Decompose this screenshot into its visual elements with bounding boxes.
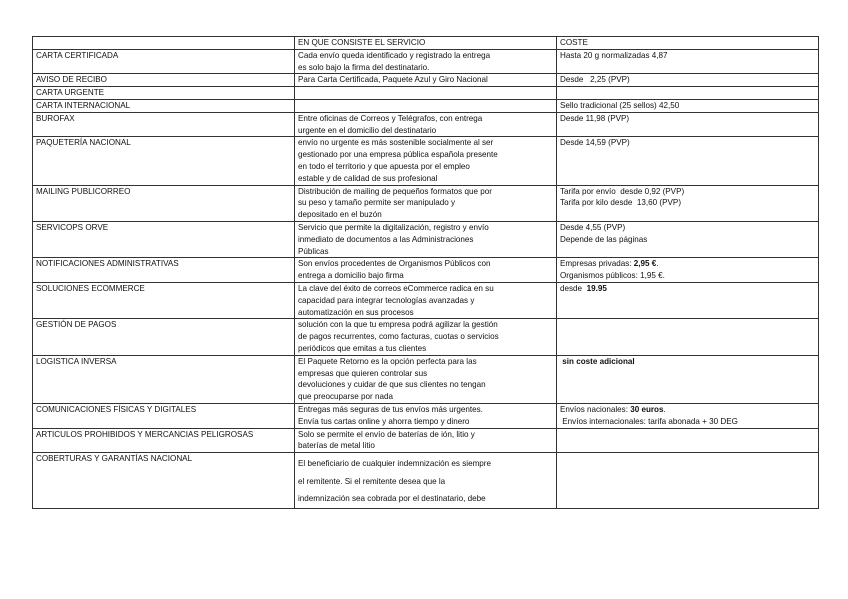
service-description-cell bbox=[295, 282, 557, 318]
cost-line bbox=[560, 416, 815, 428]
table-row bbox=[33, 428, 819, 453]
cost-line: Sello tradicional (25 sellos) 42,50 bbox=[560, 100, 680, 110]
cost-line: Desde 2,25 (PVP) bbox=[560, 75, 630, 85]
description-line: automatización en sus procesos bbox=[298, 307, 414, 317]
description-line: indemnización sea cobrada por el destinatario, debe bbox=[298, 494, 486, 504]
table-row bbox=[33, 221, 819, 257]
service-description-cell bbox=[295, 403, 557, 428]
table-row bbox=[33, 99, 819, 112]
cost-line bbox=[560, 356, 815, 368]
service-description-cell bbox=[295, 137, 557, 185]
table-row bbox=[33, 87, 819, 100]
description-line: Para Carta Certificada, Paquete Azul y Giro Nacional bbox=[298, 75, 488, 85]
service-cost-cell bbox=[557, 87, 819, 100]
service-description-cell bbox=[295, 185, 557, 221]
service-cost-cell bbox=[557, 319, 819, 355]
service-cost-cell bbox=[557, 74, 819, 87]
service-cost-cell bbox=[557, 112, 819, 137]
description-line: urgente en el domicilio del destinatario bbox=[298, 125, 437, 135]
services-table bbox=[32, 36, 819, 509]
description-line: Entregas más seguras de tus envíos más urgentes. bbox=[298, 404, 483, 414]
cost-line: Desde 4,55 (PVP) bbox=[560, 222, 626, 232]
description-line: inmediato de documentos a las Administraciones bbox=[298, 234, 474, 244]
service-name-cell: CARTA INTERNACIONAL bbox=[33, 99, 295, 112]
cost-text: desde bbox=[560, 283, 587, 293]
cost-line bbox=[560, 270, 815, 282]
table-row bbox=[33, 355, 819, 403]
service-cost-cell bbox=[557, 403, 819, 428]
table-row bbox=[33, 282, 819, 318]
service-description-cell bbox=[295, 112, 557, 137]
table-row bbox=[33, 74, 819, 87]
service-name-cell: BUROFAX bbox=[33, 112, 295, 137]
description-line: capacidad para integrar tecnologías avanzadas y bbox=[298, 295, 475, 305]
service-name-cell: GESTIÓN DE PAGOS bbox=[33, 319, 295, 355]
header-cell-cost: COSTE bbox=[557, 37, 819, 50]
cost-line: Depende de las páginas bbox=[560, 234, 648, 244]
cost-line: Hasta 20 g normalizadas 4,87 bbox=[560, 50, 668, 60]
service-description-cell bbox=[295, 99, 557, 112]
description-line: estable y de calidad de sus profesional bbox=[298, 173, 438, 183]
description-line: que preocuparse por nada bbox=[298, 392, 393, 402]
service-name-cell: MAILING PUBLICORREO bbox=[33, 185, 295, 221]
cost-line bbox=[560, 283, 815, 295]
description-line: en todo el territorio y que apuesta por el empleo bbox=[298, 161, 470, 171]
cost-line: Desde 11,98 (PVP) bbox=[560, 113, 630, 123]
cost-text: Envíos internacionales: tarifa abonada + 30 DEG bbox=[560, 416, 738, 426]
service-cost-cell bbox=[557, 355, 819, 403]
description-line: empresas que quieren controlar sus bbox=[298, 368, 428, 378]
service-cost-cell bbox=[557, 453, 819, 509]
header-row bbox=[33, 37, 819, 50]
service-name-cell: SERVICOPS ORVE bbox=[33, 221, 295, 257]
service-cost-cell bbox=[557, 99, 819, 112]
cost-amount: 19.95 bbox=[586, 283, 607, 293]
description-line: El beneficiario de cualquier indemnización es siempre bbox=[298, 459, 492, 469]
cost-amount: sin coste adicional bbox=[562, 356, 635, 366]
description-line: depositado en el buzón bbox=[298, 210, 382, 220]
service-name-cell: CARTA CERTIFICADA bbox=[33, 49, 295, 74]
service-name-cell: AVISO DE RECIBO bbox=[33, 74, 295, 87]
description-line: Servicio que permite la digitalización, registro y envío bbox=[298, 222, 489, 232]
description-line: Envía tus cartas online y ahorra tiempo y dinero bbox=[298, 416, 470, 426]
table-row bbox=[33, 258, 819, 283]
description-line: La clave del éxito de correos eCommerce radica en su bbox=[298, 283, 494, 293]
cost-line bbox=[560, 404, 815, 416]
table-row bbox=[33, 137, 819, 185]
service-description-cell bbox=[295, 258, 557, 283]
service-name-cell: ARTICULOS PROHIBIDOS Y MERCANCIAS PELIGROSAS bbox=[33, 428, 295, 453]
description-line: Públicas bbox=[298, 246, 329, 256]
description-line: Entre oficinas de Correos y Telégrafos, con entrega bbox=[298, 113, 483, 123]
cost-amount: 2,95 € bbox=[633, 259, 657, 269]
description-line: entrega a domicilio bajo firma bbox=[298, 271, 404, 281]
service-cost-cell bbox=[557, 185, 819, 221]
service-description-cell bbox=[295, 87, 557, 100]
description-line: devoluciones y cuidar de que sus clientes no tengan bbox=[298, 380, 486, 390]
cost-line: Desde 14,59 (PVP) bbox=[560, 138, 630, 148]
service-description-cell bbox=[295, 428, 557, 453]
description-line: gestionado por una empresa pública española presente bbox=[298, 150, 498, 160]
service-cost-cell bbox=[557, 49, 819, 74]
cost-line: Tarifa por kilo desde 13,60 (PVP) bbox=[560, 198, 682, 208]
cost-text: Organismos públicos: 1,95 €. bbox=[560, 271, 665, 281]
description-line: solución con la que tu empresa podrá agilizar la gestión bbox=[298, 320, 498, 330]
service-description-cell bbox=[295, 221, 557, 257]
cost-amount: 30 euros bbox=[630, 404, 664, 414]
description-line: de pagos recurrentes, como facturas, cuotas o servicios bbox=[298, 332, 499, 342]
description-line: su peso y tamaño permite ser manipulado y bbox=[298, 198, 456, 208]
description-line: Son envíos procedentes de Organismos Públicos con bbox=[298, 259, 491, 269]
table-row bbox=[33, 319, 819, 355]
description-line: envío no urgente es más sostenible socialmente al ser bbox=[298, 138, 494, 148]
service-description-cell bbox=[295, 355, 557, 403]
description-line: Cada envío queda identificado y registrado la entrega bbox=[298, 50, 491, 60]
service-cost-cell bbox=[557, 137, 819, 185]
cost-line: Tarifa por envío desde 0,92 (PVP) bbox=[560, 186, 685, 196]
description-line: el remitente. Si el remitente desea que la bbox=[298, 476, 446, 486]
cost-line bbox=[560, 258, 815, 270]
service-name-cell: PAQUETERÍA NACIONAL bbox=[33, 137, 295, 185]
description-line: es solo bajo la firma del destinatario. bbox=[298, 62, 430, 72]
service-name-cell: CARTA URGENTE bbox=[33, 87, 295, 100]
description-line: periódicos que emitas a tus clientes bbox=[298, 343, 427, 353]
description-line: baterías de metal litio bbox=[298, 441, 375, 451]
service-cost-cell bbox=[557, 282, 819, 318]
table-row bbox=[33, 112, 819, 137]
cost-suffix: . bbox=[663, 404, 666, 414]
cost-suffix: . bbox=[656, 259, 659, 269]
table-row bbox=[33, 403, 819, 428]
cost-text: Envíos nacionales: bbox=[560, 404, 631, 414]
table-row bbox=[33, 185, 819, 221]
service-cost-cell bbox=[557, 258, 819, 283]
service-name-cell: COBERTURAS Y GARANTÍAS NACIONAL bbox=[33, 453, 295, 509]
description-line: Solo se permite el envío de baterías de ión, litio y bbox=[298, 429, 475, 439]
service-description-cell bbox=[295, 319, 557, 355]
service-name-cell: COMUNICACIONES FÍSICAS Y DIGITALES bbox=[33, 403, 295, 428]
cost-text: Empresas privadas: bbox=[560, 259, 634, 269]
service-description-cell bbox=[295, 74, 557, 87]
table-row bbox=[33, 49, 819, 74]
service-cost-cell bbox=[557, 221, 819, 257]
header-cell-description: EN QUE CONSISTE EL SERVICIO bbox=[295, 37, 557, 50]
service-name-cell: NOTIFICACIONES ADMINISTRATIVAS bbox=[33, 258, 295, 283]
description-line: Distribución de mailing de pequeños formatos que por bbox=[298, 186, 492, 196]
header-cell-service bbox=[33, 37, 295, 50]
service-name-cell: SOLUCIONES ECOMMERCE bbox=[33, 282, 295, 318]
service-name-cell: LOGISTICA INVERSA bbox=[33, 355, 295, 403]
description-line: El Paquete Retorno es la opción perfecta para las bbox=[298, 356, 477, 366]
service-description-cell bbox=[295, 49, 557, 74]
table-row bbox=[33, 453, 819, 509]
service-description-cell bbox=[295, 453, 557, 509]
service-cost-cell bbox=[557, 428, 819, 453]
